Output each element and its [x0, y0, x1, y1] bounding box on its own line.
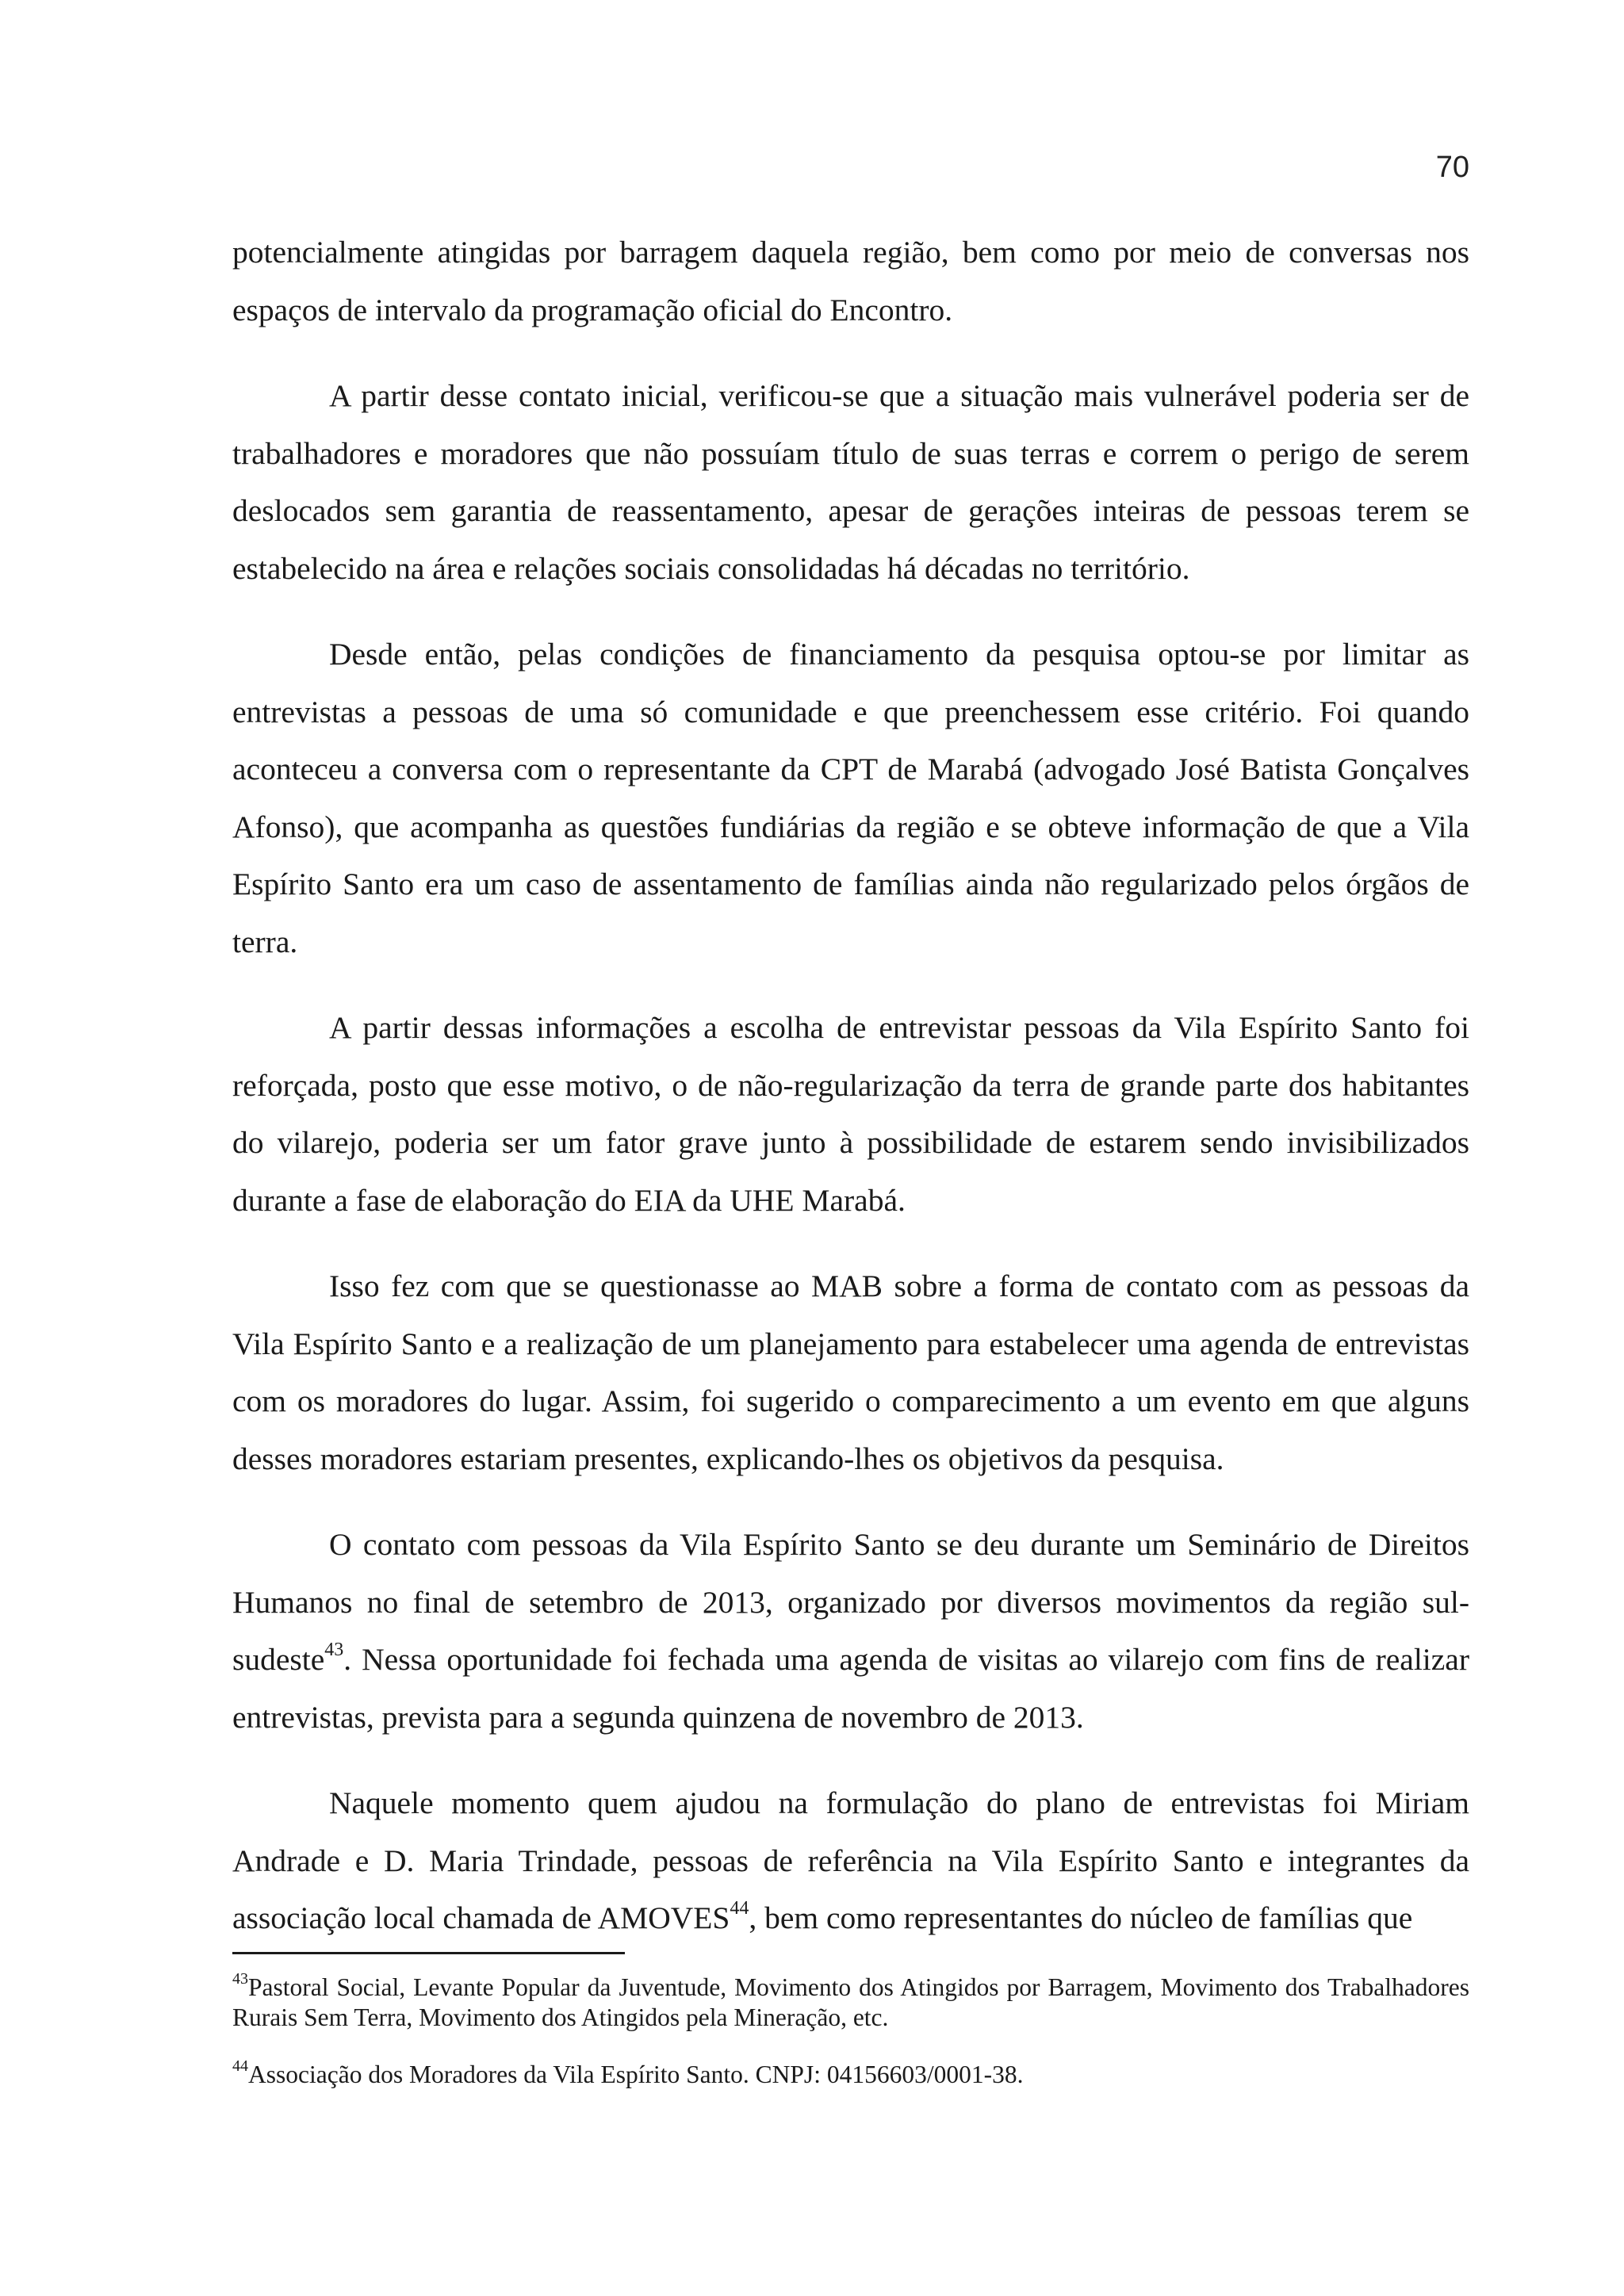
paragraph-initial-contact: A partir desse contato inicial, verificou-se que a situação mais vulnerável poderia ser de trabalhadores e moradores que não possuíam título de suas terras e correm o perigo de serem deslocados sem garantia de reassentamento, apesar de gerações inteiras de pessoas terem se estabelecido na área e relações sociais consolidadas há décadas no território.: [232, 378, 1469, 586]
footnote-ref-43: 43: [324, 1639, 344, 1660]
paragraph-interview-plan-text-cont: , bem como representantes do núcleo de famílias que: [749, 1900, 1413, 1935]
footnote-separator: [232, 1952, 625, 1954]
paragraph-seminar: [232, 1516, 1469, 1746]
footnote-number: 43: [232, 1969, 248, 1988]
paragraph-research-limits: Desde então, pelas condições de financiamento da pesquisa optou-se por limitar as entrevistas a pessoas de uma só comunidade e que preenchessem esse critério. Foi quando aconteceu a conversa com o representante da CPT de Marabá (advogado José Batista Gonçalves Afonso), que acompanha as questões fundiárias da região e se obteve informação de que a Vila Espírito Santo era um caso de assentamento de famílias ainda não regularizado pelos órgãos de terra.: [232, 637, 1469, 959]
footnote-44: [232, 2057, 1469, 2090]
body-text: [232, 224, 1469, 1976]
footnote-43: [232, 1969, 1469, 2033]
page-number: 70: [1435, 151, 1469, 184]
footnote-text: Pastoral Social, Levante Popular da Juventude, Movimento dos Atingidos por Barragem, Movimento dos Trabalhadores Rurais Sem Terra, Movimento dos Atingidos pela Mineração, etc.: [232, 1973, 1469, 2031]
footnote-text: Associação dos Moradores da Vila Espírito Santo. CNPJ: 04156603/0001-38.: [248, 2061, 1024, 2088]
paragraph-seminar-text: O contato com pessoas da Vila Espírito Santo se deu durante um Seminário de Direitos Humanos no final de setembro de 2013, organizado por diversos movimentos da região sul-sudeste: [232, 1527, 1469, 1677]
footnotes: [232, 1969, 1469, 2117]
footnote-number: 44: [232, 2057, 248, 2075]
paragraph-choice-reinforced: A partir dessas informações a escolha de entrevistar pessoas da Vila Espírito Santo foi reforçada, posto que esse motivo, o de não-regularização da terra de grande parte dos habitantes do vilarejo, poderia ser um fator grave junto à possibilidade de estarem sendo invisibilizados durante a fase de elaboração do EIA da UHE Marabá.: [232, 1010, 1469, 1218]
paragraph-interview-plan-text: Naquele momento quem ajudou na formulação do plano de entrevistas foi Miriam Andrade e D. Maria Trindade, pessoas de referência na Vila Espírito Santo e integrantes da associação local chamada de AMOVES: [232, 1785, 1469, 1935]
paragraph-continued: potencialmente atingidas por barragem daquela região, bem como por meio de conversas nos espaços de intervalo da programação oficial do Encontro.: [232, 235, 1469, 327]
footnote-ref-44: 44: [730, 1897, 749, 1919]
paragraph-interview-plan: [232, 1774, 1469, 1947]
paragraph-seminar-text-cont: . Nessa oportunidade foi fechada uma agenda de visitas ao vilarejo com fins de realizar entrevistas, prevista para a segunda quinzena de novembro de 2013.: [232, 1642, 1469, 1735]
paragraph-mab-contact: Isso fez com que se questionasse ao MAB sobre a forma de contato com as pessoas da Vila Espírito Santo e a realização de um planejamento para estabelecer uma agenda de entrevistas com os moradores do lugar. Assim, foi sugerido o comparecimento a um evento em que alguns desses moradores estariam presentes, explicando-lhes os objetivos da pesquisa.: [232, 1269, 1469, 1476]
